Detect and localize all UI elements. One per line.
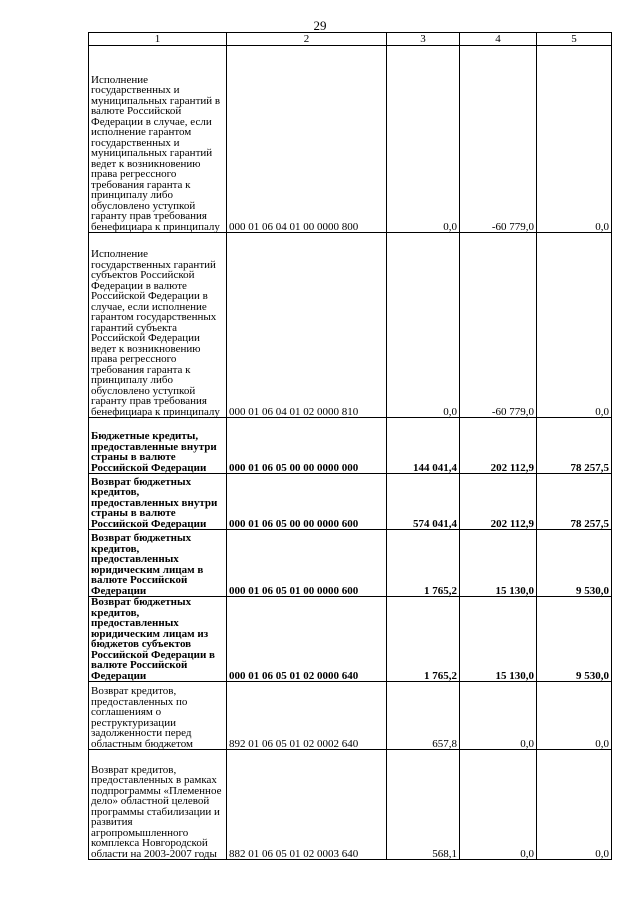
row-code: 000 01 06 04 01 00 0000 800 (227, 46, 387, 233)
table-row (89, 682, 612, 750)
table-row (89, 418, 612, 474)
header-col-5: 5 (537, 33, 612, 46)
row-name: Возврат бюджетных кредитов, предоставленных юридическим лицам в валюте Российской Федерации (89, 530, 227, 597)
row-code: 000 01 06 04 01 02 0000 810 (227, 233, 387, 418)
row-col4: 15 130,0 (460, 530, 537, 597)
row-code: 000 01 06 05 01 00 0000 600 (227, 530, 387, 597)
row-col3: 1 765,2 (387, 530, 460, 597)
row-col4: 0,0 (460, 750, 537, 860)
table-row (89, 474, 612, 530)
row-col4: -60 779,0 (460, 233, 537, 418)
row-col3: 574 041,4 (387, 474, 460, 530)
row-col3: 0,0 (387, 46, 460, 233)
header-col-4: 4 (460, 33, 537, 46)
row-col4: -60 779,0 (460, 46, 537, 233)
row-col5: 78 257,5 (537, 418, 612, 474)
row-name: Бюджетные кредиты, предоставленные внутри страны в валюте Российской Федерации (89, 418, 227, 474)
header-col-3: 3 (387, 33, 460, 46)
row-col4: 202 112,9 (460, 474, 537, 530)
row-col5: 9 530,0 (537, 530, 612, 597)
budget-table (88, 32, 612, 860)
table-row (89, 46, 612, 233)
row-code: 000 01 06 05 01 02 0000 640 (227, 597, 387, 682)
header-col-1: 1 (89, 33, 227, 46)
row-code: 000 01 06 05 00 00 0000 600 (227, 474, 387, 530)
row-code: 892 01 06 05 01 02 0002 640 (227, 682, 387, 750)
row-col5: 0,0 (537, 682, 612, 750)
table-row (89, 530, 612, 597)
row-name: Исполнение государственных гарантий субъектов Российской Федерации в валюте Российской Федерации в случае, если исполнение гарантом государственных гарантий субъекта Российской Федерации ведет к возникновению права регрессного требования гаранта к принципалу либо обусловлено уступкой гаранту прав требования бенефициара к принципалу (89, 233, 227, 418)
row-col5: 0,0 (537, 233, 612, 418)
row-code: 882 01 06 05 01 02 0003 640 (227, 750, 387, 860)
row-name: Возврат кредитов, предоставленных в рамках подпрограммы «Племенное дело» областной целевой программы стабилизации и развития агропромышленного комплекса Новгородской области на 2003-2007 годы (89, 750, 227, 860)
row-col3: 1 765,2 (387, 597, 460, 682)
row-col4: 202 112,9 (460, 418, 537, 474)
row-col5: 0,0 (537, 750, 612, 860)
row-col4: 15 130,0 (460, 597, 537, 682)
table-row (89, 233, 612, 418)
row-name: Возврат бюджетных кредитов, предоставленных внутри страны в валюте Российской Федерации (89, 474, 227, 530)
row-col3: 144 041,4 (387, 418, 460, 474)
row-col3: 0,0 (387, 233, 460, 418)
row-col3: 657,8 (387, 682, 460, 750)
row-code: 000 01 06 05 00 00 0000 000 (227, 418, 387, 474)
header-col-2: 2 (227, 33, 387, 46)
row-col4: 0,0 (460, 682, 537, 750)
table-row (89, 597, 612, 682)
row-name: Возврат кредитов, предоставленных по соглашениям о реструктуризации задолженности перед областным бюджетом (89, 682, 227, 750)
table-row (89, 750, 612, 860)
page-number: 29 (313, 18, 327, 33)
row-name: Возврат бюджетных кредитов, предоставленных юридическим лицам из бюджетов субъектов Российской Федерации в валюте Российской Федерации (89, 597, 227, 682)
row-name: Исполнение государственных и муниципальных гарантий в валюте Российской Федерации в случае, если исполнение гарантом государственных и муниципальных гарантий ведет к возникновению права регрессного требования гаранта к принципалу либо обусловлено уступкой гаранту прав требования бенефициара к принципалу (89, 46, 227, 233)
row-col5: 78 257,5 (537, 474, 612, 530)
row-col5: 9 530,0 (537, 597, 612, 682)
row-col5: 0,0 (537, 46, 612, 233)
row-col3: 568,1 (387, 750, 460, 860)
table-header-row (89, 33, 612, 46)
